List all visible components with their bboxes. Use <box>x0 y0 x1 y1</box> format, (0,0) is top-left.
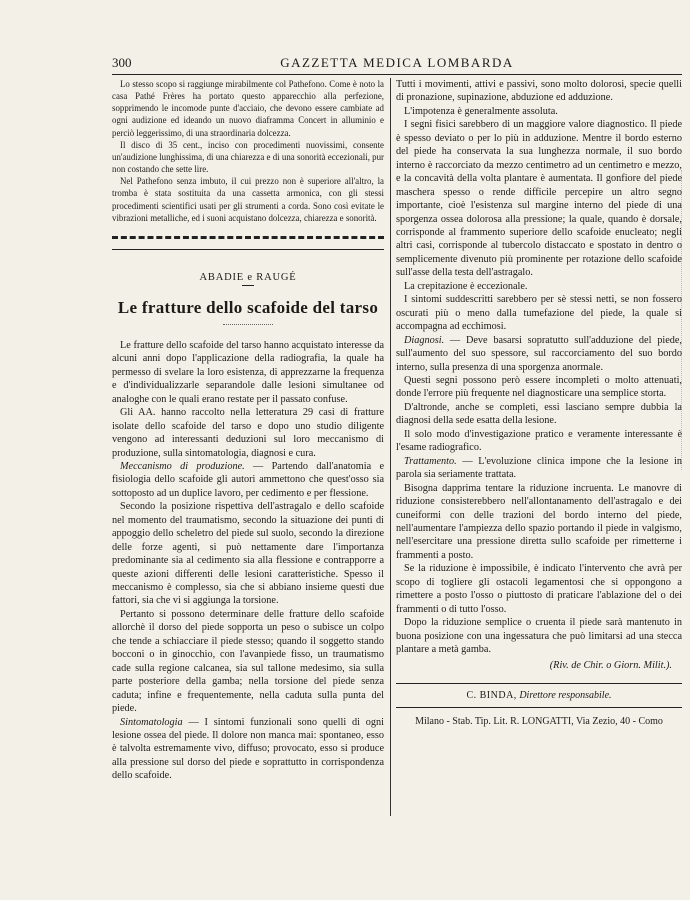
paragraph-text: Il solo modo d'investigazione pratico e veramente interessante è l'esame radiografico. <box>396 428 682 454</box>
page-number: 300 <box>112 55 132 70</box>
article-paragraph <box>396 118 682 279</box>
article-paragraph <box>396 455 682 482</box>
right-column <box>396 78 682 727</box>
article-paragraph <box>396 482 682 563</box>
article-paragraph <box>396 616 682 656</box>
paragraph-text: La crepitazione è eccezionale. <box>404 280 528 292</box>
intro-paragraph: Lo stesso scopo si raggiunge mirabilmente col Pathefono. Come è noto la casa Pathé Frères ha portato questo apparecchio alla perfezione, sopprimendo le incomode punte d'acciaio, che devono essere cambiate ad ogni audizione ed ideando un nuovo diaframma Concert in alluminio e perciò leggerissimo, di una straordinaria dolcezza. <box>112 79 384 138</box>
paragraph-text: Gli AA. hanno raccolto nella letteratura 29 casi di fratture isolate dello scafoide del tarso e dopo uno studio diligente vengono ad interessanti deduzioni sul loro meccanismo di produzione, sulla sintomatologia, diagnosi e cura. <box>112 407 384 459</box>
left-column <box>112 78 384 783</box>
article-paragraph <box>112 460 384 500</box>
intro-paragraph: Nel Pathefono senza imbuto, il cui prezzo non è superiore all'altro, la tromba è stata sostituita da una cassetta armonica, con gli stessi procedimenti scientifici usati per gli strumenti a corda. Sono così evitate le vibrazioni metalliche, ed i suoni acquistano dolcezza, chiarezza e sonorità. <box>112 176 384 223</box>
paragraph-text: Se la riduzione è impossibile, è indicato l'intervento che avrà per scopo di togliere gli ostacoli legamentosi che si oppongono a rimettere a posto l'osso o piuttosto di praticare l'ablazione del o dei frammenti o di tutto l'osso. <box>396 563 682 615</box>
footer-rule-2 <box>396 707 682 708</box>
authors-dash <box>242 285 254 286</box>
paragraph-text: Bisogna dapprima tentare la riduzione incruenta. Le manovre di riduzione consisterebbero nell'allontanamento dell'astragalo e dei cuneiformi con delle trazioni del bordo interno del piede, nell'aumentare l'ampiezza dello spazio portando il piede in valgismo, nell'esercitare una pressione diretta sullo scafoide per rimetterne i frammenti a posto. <box>396 482 682 561</box>
paragraph-text: Secondo la posizione rispettiva dell'astragalo e dello scafoide nel momento del traumatismo, secondo la situazione dei punti di appoggio dello scheletro del piede sul suolo, secondo la direzione delle forze agenti, si può nettamente dare l'importanza predominante sia al cedimento sia alla flessione e contrapporre a queste azioni differenti delle lesioni caratteristiche. Spesso il meccanismo è complesso, sia che si abbiano insieme questi due fattori, sia che vi si aggiunga la torsione. <box>112 501 384 607</box>
column-divider <box>390 78 391 816</box>
article-paragraph <box>396 374 682 401</box>
article-citation: (Riv. de Chir. o Giorn. Milit.). <box>549 660 672 672</box>
article-paragraph <box>112 716 384 783</box>
article-body-left <box>112 339 384 783</box>
paragraph-text: — L'evoluzione clinica impone che la lesione in parola sia seriamente trattata. <box>396 455 682 481</box>
article-paragraph <box>396 401 682 428</box>
article-paragraph <box>396 562 682 616</box>
section-heading: Diagnosi. <box>404 334 445 346</box>
article-paragraph <box>396 105 682 118</box>
section-heading: Meccanismo di produzione. <box>120 460 245 472</box>
intro-section <box>112 78 384 224</box>
running-header <box>112 55 682 75</box>
paragraph-text: Questi segni possono però essere incompleti o molto attenuati, donde l'errore più frequente nel diagnosticare una semplice storta. <box>396 374 682 400</box>
article-title: Le fratture dello scafoide del tarso <box>117 297 379 317</box>
header-rule <box>112 74 682 75</box>
article-paragraph <box>396 293 682 333</box>
footer-rule <box>396 683 682 684</box>
paragraph-text: — I sintomi funzionali sono quelli di ogni lesione ossea del piede. Il dolore non manca mai: spontaneo, esso è talvolta estremamente vivo, diffuso; provocato, esso si produce alla pressione sul dorso del piede e soprattutto in corrispondenza dello scafoide. <box>112 716 384 782</box>
article-authors: ABADIE e RAUGÉ <box>199 271 297 283</box>
section-heading: Trattamento. <box>404 455 457 467</box>
paragraph-text: — Deve basarsi sopratutto sull'adduzione del piede, sull'aumento del suo spessore, sul raccorciamento del suo bordo interno, sulla presenza di una sporgenza anormale. <box>396 334 682 373</box>
article-paragraph <box>112 406 384 460</box>
paragraph-text: L'impotenza è generalmente assoluta. <box>404 105 558 117</box>
paragraph-text: Dopo la riduzione semplice o cruenta il piede sarà mantenuto in buona posizione con una ingessatura che può limitarsi ad una stecca plantare a metà gamba. <box>396 617 682 656</box>
director-name: C. BINDA, <box>466 689 517 701</box>
title-flourish <box>223 324 273 325</box>
article-paragraph <box>112 608 384 716</box>
article-paragraph <box>396 78 682 105</box>
paragraph-text: — Partendo dall'anatomia e fisiologia dello scafoide gli autori ammettono che quest'osso sia sottoposto ad un duplice lavoro, per cedimento e per flessione. <box>112 460 384 499</box>
intro-paragraph: Il disco di 35 cent., inciso con procedimenti nuovissimi, consente un'audizione lunghissima, di una chiarezza e di una sonorità eccezionali, pur non costando che sette lire. <box>112 139 384 175</box>
paragraph-text: I segni fisici sarebbero di un maggiore valore diagnostico. Il piede è spesso deviato o per lo più in adduzione. Mentre il bordo esterno del piede ha conservata la sua lunghezza normale, il suo bordo interno è raccorciato da mezzo centimetro ad un centimetro e mezzo, e la concavità della volta plantare è aumentata. Il gonfiore del piede maschera spesso o rende difficile percepire un altro segno importante, cioè l'esistenza sul margine interno del piede di una sporgenza ossea dolorosa alla pressione; la quale, quando è dorsale, corrisponde al frammento superiore dello scafoide enucleato; negli altri casi, corrisponde al tubercolo distaccato e spostato in dentro o semplicemente divenuto più prominente per rotazione dello scafoide sull'asse della testa dell'astragalo. <box>396 119 682 279</box>
printer-imprint: Milano - Stab. Tip. Lit. R. LONGATTI, Via Zezio, 40 - Como <box>415 715 663 727</box>
section-heading: Sintomatologia <box>120 716 183 728</box>
paragraph-text: I sintomi suddescritti sarebbero per sè stessi netti, se non fossero oscurati più o meno dalla tumefazione del piede, la quale si accompagna ad ecchimosi. <box>396 294 682 333</box>
paragraph-text: Tutti i movimenti, attivi e passivi, sono molto dolorosi, specie quelli di pronazione, supinazione, abduzione ed adduzione. <box>396 79 682 104</box>
article-paragraph <box>396 428 682 455</box>
article-paragraph <box>396 280 682 293</box>
paragraph-text: Pertanto si possono determinare delle fratture dello scafoide allorchè il dorso del piede sopporta un peso o subisce un colpo che tende a schiacciare il piede stesso; quando il soggetto stando bocconi o in ginocchio, con l'avanpiede fisso, un traumatismo cade sulla regione calcanea, sia sul tallone medesimo, sia sulla parte posteriore della gamba; nella torsione del piede senza caduta; infine e frequentemente, nella caduta sulla punta del piede. <box>112 608 384 715</box>
article-paragraph <box>112 339 384 406</box>
paragraph-text: D'altronde, anche se completi, essi lasciano sempre dubbia la diagnosi della sede esatta della lesione. <box>396 401 682 427</box>
director-role: Direttore responsabile. <box>519 689 612 701</box>
director-line <box>396 690 682 701</box>
paragraph-text: Le fratture dello scafoide del tarso hanno acquistato interesse da alcuni anni dopo l'applicazione della radiografia, la quale ha permesso di svelare la loro esistenza, di apprezzarne la frequenza e d'individualizzarle separandole dalle lesioni simultanee od analoghe con le quali erano restate per il passato confuse. <box>112 339 384 405</box>
ornamental-separator <box>112 236 384 250</box>
article-body-right <box>396 78 682 656</box>
journal-title: GAZZETTA MEDICA LOMBARDA <box>280 55 514 70</box>
article-paragraph <box>396 334 682 374</box>
article-paragraph <box>112 500 384 608</box>
